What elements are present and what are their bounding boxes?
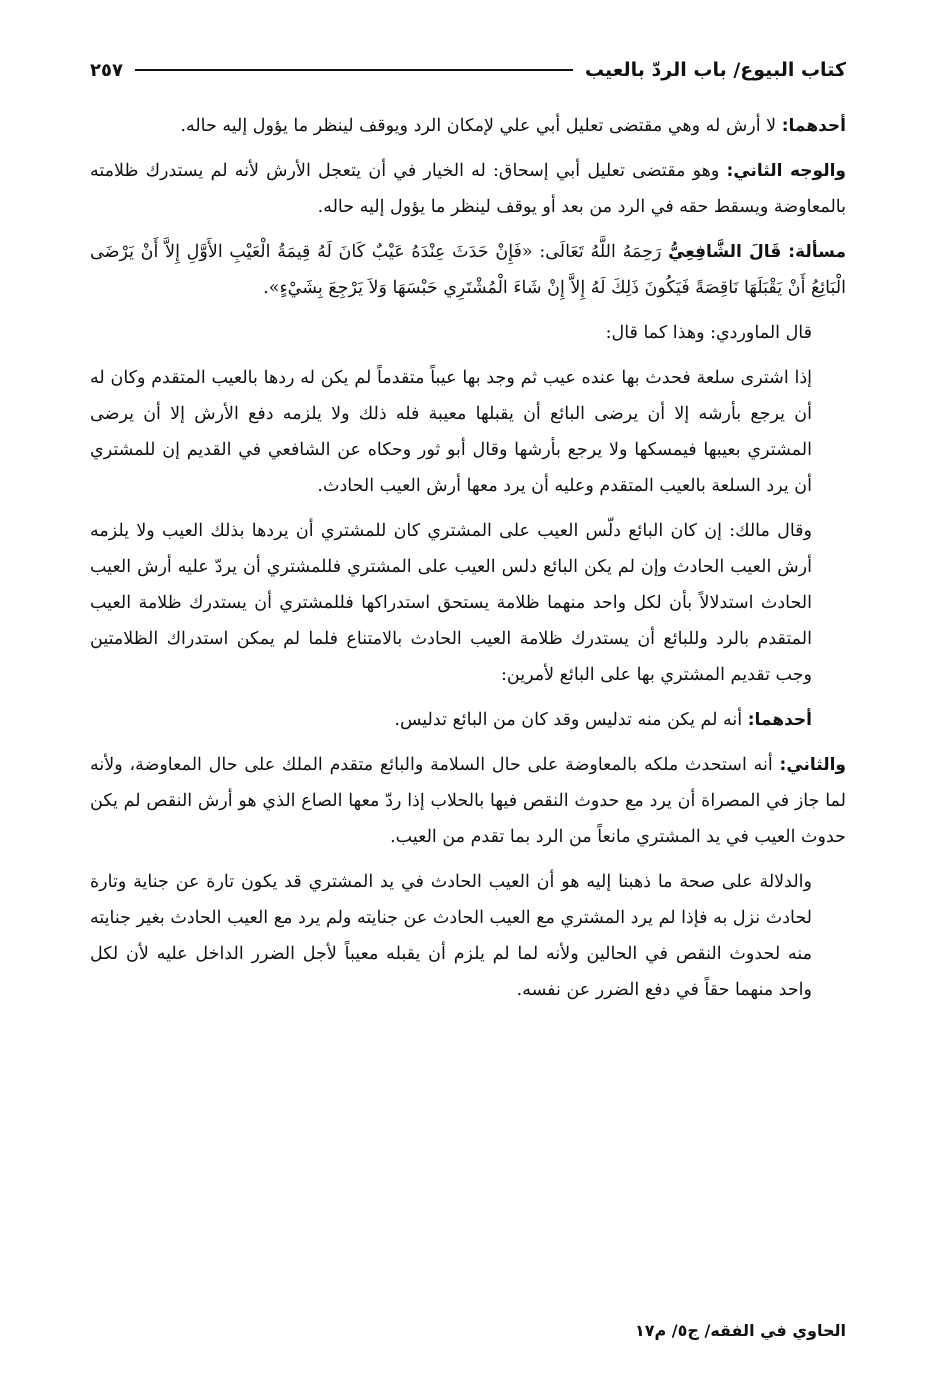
paragraph-lead: أحدهما:: [781, 116, 846, 136]
header-rule: [135, 69, 573, 71]
paragraph-text: وقال مالك: إن كان البائع دلّس العيب على المشتري كان للمشتري أن يردها بذلك العيب ولا يلزمه أرش العيب الحادث وإن لم يكن البائع دلس العيب على المشتري فللمشتري أن يردّ عليه أرش العيب الحادث استدلالاً بأن لكل واحد منهما ظلامة يستحق استدراكها فللمشتري أن يستدرك ظلامة العيب المتقدم بالرد وللبائع أن يستدرك ظلامة العيب الحادث بالامتناع فلما لم يمكن استدراك الظلامتين وجب تقديم المشتري بها على البائع لأمرين:: [90, 521, 812, 685]
book-page: [90, 50, 846, 1340]
paragraph-text: لا أرش له وهي مقتضى تعليل أبي علي لإمكان الرد ويوقف لينظر ما يؤول إليه حاله.: [180, 116, 782, 136]
paragraph-mawardi: [90, 315, 846, 351]
paragraph-lead: والوجه الثاني:: [726, 161, 846, 181]
paragraph-text: والدلالة على صحة ما ذهبنا إليه هو أن العيب الحادث في يد المشتري قد يكون تارة عن جناية وتارة لحادث نزل به فإذا لم يرد المشتري مع العيب الحادث عن جنايته ولم يرد مع العيب الحادث بغير جنايته منه لحدوث النقص في الحالين ولأنه لما لم يلزم أن يقبله معيباً لأجل الضرر الداخل عليه لأن لكل واحد منهما حقاً في دفع الضرر عن نفسه.: [90, 872, 812, 1000]
paragraph-text: وهو مقتضى تعليل أبي إسحاق: له الخيار في أن يتعجل الأرش لأنه لم يستدرك ظلامته بالمعاوضة ويسقط حقه في الرد من بعد أو يوقف لينظر ما يؤول إليه حاله.: [90, 161, 846, 217]
paragraph-first-opinion: [90, 108, 846, 144]
paragraph-lead: أحدهما:: [747, 710, 812, 730]
paragraph-lead: مسألة: قَالَ الشَّافِعِيُّ: [668, 242, 846, 262]
paragraph-malik: [90, 513, 846, 693]
paragraph-text: قال الماوردي: وهذا كما قال:: [605, 323, 812, 343]
page-number: ٢٥٧: [90, 59, 123, 81]
running-header: [90, 50, 846, 90]
paragraph-text: رَحِمَهُ اللَّهُ تَعَالَى: «فَإِنْ حَدَثَ عِنْدَهُ عَيْبٌ كَانَ لَهُ قِيمَةُ الْعَيْبِ الأَوَّلِ إِلاَّ أَنْ يَرْضَى الْبَائِعُ أَنْ يَقْبَلَهَا نَاقِصَةً فَيَكُونَ ذَلِكَ لَهُ إِلاَّ إِنْ شَاءَ الْمُشْتَرِي حَبْسَهَا وَلاَ يَرْجِعَ بِشَيْءٍ».: [90, 242, 846, 298]
paragraph-text: أنه استحدث ملكه بالمعاوضة على حال السلامة والبائع متقدم الملك على حال المعاوضة، ولأنه لما جاز في المصراة أن يرد مع حدوث النقص فيها بالحلاب إذا ردّ معها الصاع الذي هو أرش النقص لم يكن حدوث العيب في يد المشتري مانعاً من الرد بما تقدم من العيب.: [90, 755, 846, 847]
paragraph-second-opinion: [90, 153, 846, 225]
paragraph-text: أنه لم يكن منه تدليس وقد كان من البائع تدليس.: [394, 710, 748, 730]
body-text: [90, 108, 846, 1008]
paragraph-evidence: [90, 864, 846, 1008]
paragraph-reason-two: [90, 747, 846, 855]
paragraph-text: إذا اشترى سلعة فحدث بها عنده عيب ثم وجد بها عيباً متقدماً لم يكن له ردها بالعيب المتقدم وكان له أن يرجع بأرشه إلا أن يرضى البائع أن يقبلها معيبة فله ذلك ولا يلزمه دفع الأرش إلا أن يرضى المشتري بعيبها فيمسكها ولا يرجع بأرشها وقال أبو ثور وحكاه عن الشافعي في القديم إن للمشتري أن يرد السلعة بالعيب المتقدم وعليه أن يرد معها أرش العيب الحادث.: [90, 368, 812, 496]
paragraph-masala: [90, 234, 846, 306]
paragraph-ruling: [90, 360, 846, 504]
chapter-title: كتاب البيوع/ باب الردّ بالعيب: [584, 59, 846, 81]
paragraph-lead: والثاني:: [779, 755, 846, 775]
paragraph-reason-one: [90, 702, 846, 738]
page-footer: الحاوي في الفقه/ ج٥/ م١٧: [634, 1321, 846, 1340]
